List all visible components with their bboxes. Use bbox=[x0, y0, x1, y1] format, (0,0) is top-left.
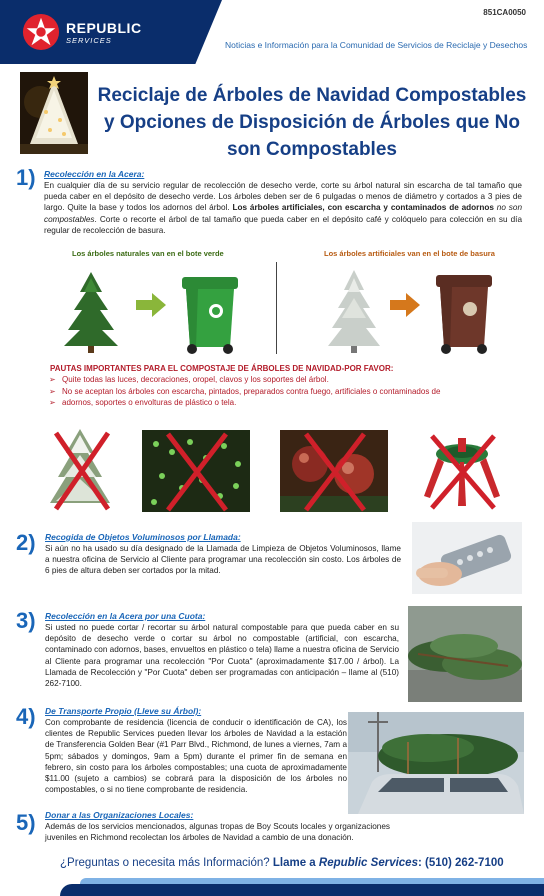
footer-contact: ¿Preguntas o necesita más Información? Llame a Republic Services: (510) 262-7100 bbox=[60, 857, 504, 869]
section-4-number: 4) bbox=[16, 704, 36, 729]
section-2-body: Si aún no ha usado su día designado de la Llamada de Limpieza de Objetos Voluminosos, llame a nuestra oficina de Servicio al Cliente para programar una recolección sin costo. Los árboles de 6 pies de altura deben ser cortados por la mitad. bbox=[45, 544, 401, 576]
section-3-number: 3) bbox=[16, 608, 36, 633]
phone-dialing-photo bbox=[412, 522, 522, 594]
section-2-number: 2) bbox=[16, 530, 36, 555]
guideline-item: ➢ Quite todas las luces, decoraciones, oropel, clavos y los soportes del árbol. bbox=[62, 375, 329, 386]
section-2-heading: Recogida de Objetos Voluminosos por Llamada: bbox=[45, 532, 241, 542]
republic-logo-icon bbox=[22, 13, 60, 51]
flocked-tree-rejected-icon bbox=[44, 425, 116, 513]
arrow-right-icon bbox=[390, 293, 420, 317]
lights-rejected-icon bbox=[142, 430, 250, 512]
header-tagline: Noticias e Información para la Comunidad de Servicios de Reciclaje y Desechos bbox=[225, 40, 528, 50]
section-5-body: Además de los servicios mencionados, algunas tropas de Boy Scouts locales y organizaciones juveniles en Richmond recolectan los árboles de Navidad a cambio de una donación. bbox=[45, 822, 390, 843]
artificial-tree-icon bbox=[326, 268, 382, 354]
guideline-item: ➢ No se aceptan los árboles con escarcha, pintados, preparados contra fuego, artificiales o contaminados de bbox=[62, 387, 522, 398]
section-1-body: En cualquier día de su servicio regular de recolección de desecho verde, corte su árbol natural sin escarcha de tal tamaño que pueda caber en el depósito de desecho verde. Los árboles deben ser de 6 pulgadas o menos de diámetro y cortados a 3 pies de largo. Quite la base y todos los adornos del árbol. Los árboles artificiales, con escarcha y contaminados de adornos no son compostables. Corte o recorte el árbol de tal tamaño que pueda caber en el depósito café y colóquelo para colección en su día regular de recolección de basura. bbox=[44, 181, 522, 235]
christmas-tree-photo bbox=[20, 72, 88, 154]
footer-bar bbox=[0, 878, 544, 896]
arrow-right-icon bbox=[136, 293, 166, 317]
tree-on-car-photo bbox=[348, 712, 524, 814]
trees-on-curb-photo bbox=[408, 606, 522, 702]
trash-cart-icon bbox=[432, 273, 496, 355]
page-title: Reciclaje de Árboles de Navidad Compostables y Opciones de Disposición de Árboles que No son Compostables bbox=[97, 85, 527, 160]
section-1-heading: Recolección en la Acera: bbox=[44, 169, 145, 179]
natural-trees-caption: Los árboles naturales van en el bote verde bbox=[72, 249, 224, 258]
section-1-number: 1) bbox=[16, 165, 36, 190]
section-5-heading: Donar a las Organizaciones Locales: bbox=[45, 810, 194, 820]
section-3-body: Si usted no puede cortar / recortar su árbol natural compostable para que pueda caber en su depósito de desecho verde o cortar su árbol no compostable (artificial, con escarcha, contaminado con adornos, bases, envueltos en plástico o tela) llame a nuestra oficina de Servicio al Cliente para programar una recolección "Por Cuota" (aproximadamente $17.00 / árbol). La Llamada de Recolección y "Por Cuota" deben ser programadas con anticipación – llame al (510) 262-7100. bbox=[45, 623, 399, 689]
footer-band bbox=[60, 884, 544, 896]
section-5-number: 5) bbox=[16, 810, 36, 835]
ornaments-rejected-icon bbox=[280, 430, 388, 512]
section-4-body: Con comprobante de residencia (licencia de conducir o identificación de CA), los clientes de Republic Services pueden llevar los árboles de Navidad a la estación de Transferencia Golden Bear (#1 Parr Blvd., Richmond, de lunes a viernes, 7am a 5pm; sábados y domingos, 9am a 5pm) durante el primer fin de semana en febrero, sin costo para los árboles compostables; una cuota de aproximadamente $11.00 (sujeto a cambios) se cobrará para la disposición de los árboles no compostables, o si no tiene comprobante de residencia. bbox=[45, 718, 347, 795]
page-header bbox=[0, 0, 544, 64]
column-divider bbox=[276, 262, 277, 354]
guideline-item-continued: ➢ adornos, soportes o envolturas de plástico o tela. bbox=[62, 398, 236, 409]
section-4-heading: De Transporte Propio (Lleve su Árbol): bbox=[45, 706, 202, 716]
brand-subname: SERVICES bbox=[66, 36, 112, 45]
section-3-heading: Recolección en la Acera por una Cuota: bbox=[45, 611, 206, 621]
tree-stand-rejected-icon bbox=[414, 430, 510, 512]
green-waste-cart-icon bbox=[178, 275, 242, 355]
natural-tree-icon bbox=[62, 270, 120, 354]
artificial-trees-caption: Los árboles artificiales van en el bote de basura bbox=[324, 249, 495, 258]
guidelines-heading: PAUTAS IMPORTANTES PARA EL COMPOSTAJE DE ÁRBOLES DE NAVIDAD-POR FAVOR: bbox=[50, 364, 394, 373]
document-code: 851CA0050 bbox=[483, 8, 526, 17]
brand-name: REPUBLIC bbox=[66, 20, 142, 36]
